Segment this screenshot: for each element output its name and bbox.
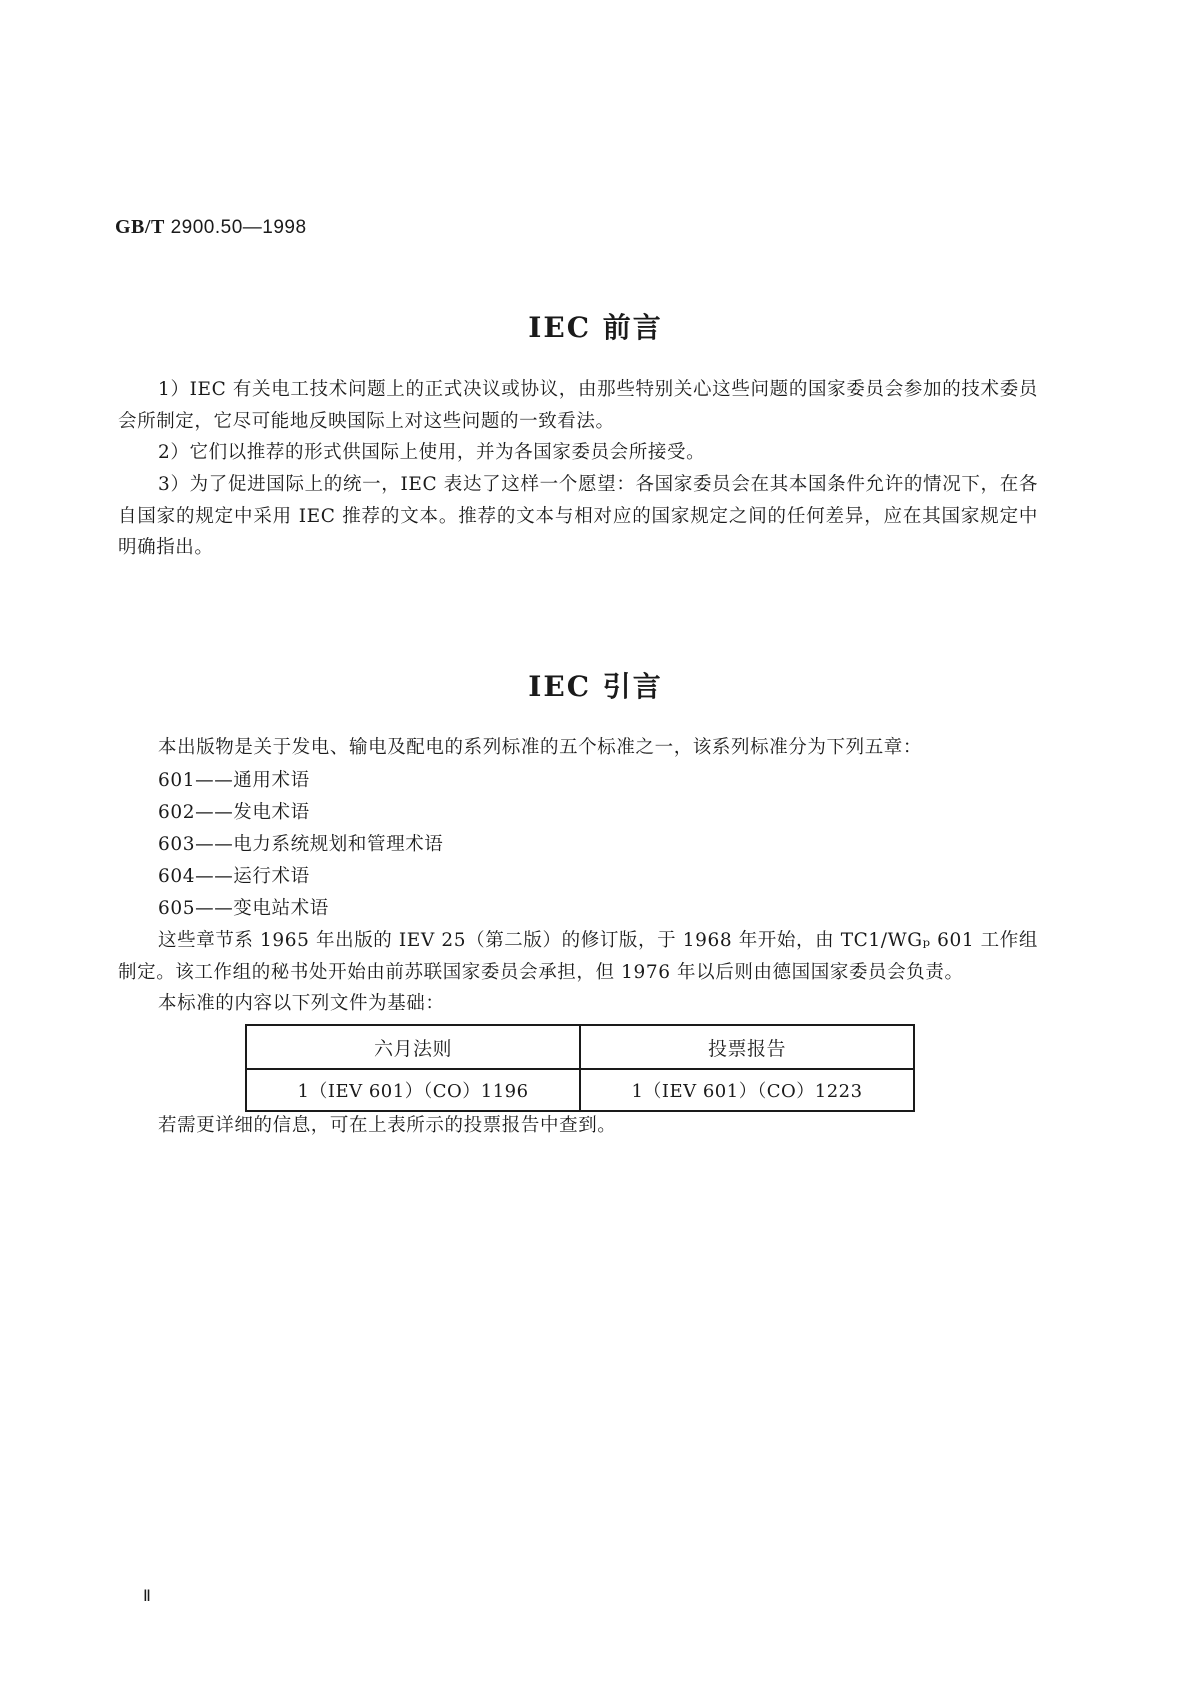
chapter-item: 602——发电术语 (158, 802, 310, 823)
chapter-item: 604——运行术语 (158, 866, 310, 887)
introduction-history (118, 925, 1038, 988)
introduction-basis: 本标准的内容以下列文件为基础： (158, 993, 445, 1014)
introduction-closing: 若需更详细的信息，可在上表所示的投票报告中查到。 (158, 1115, 617, 1136)
table-header-row (246, 1025, 914, 1069)
foreword-paragraph-1-text: 1）IEC 有关电工技术问题上的正式决议或协议，由那些特别关心这些问题的国家委员会参加的技术委员会所制定，它尽可能地反映国际上对这些问题的一致看法。 (118, 379, 1038, 432)
standard-code (115, 216, 307, 239)
chapter-item: 605——变电站术语 (158, 898, 329, 919)
standard-prefix: GB/T (115, 216, 165, 238)
chapter-item: 601——通用术语 (158, 770, 310, 791)
table-header-cell: 投票报告 (580, 1025, 914, 1069)
table-cell: 1（IEV 601）（CO）1196 (246, 1069, 580, 1111)
introduction-lead: 本出版物是关于发电、输电及配电的系列标准的五个标准之一，该系列标准分为下列五章： (158, 737, 923, 758)
table-header-cell: 六月法则 (246, 1025, 580, 1069)
foreword-paragraph-1 (118, 374, 1038, 437)
foreword-title: IEC 前言 (528, 311, 663, 344)
document-basis-table (245, 1024, 915, 1112)
chapter-item: 603——电力系统规划和管理术语 (158, 834, 444, 855)
page-number: Ⅱ (143, 1588, 151, 1605)
introduction-history-text: 这些章节系 1965 年出版的 IEV 25（第二版）的修订版，于 1968 年开始，由 TC1/WGₚ 601 工作组制定。该工作组的秘书处开始由前苏联国家委员会承担，但 1976 年以后则由德国国家委员会负责。 (118, 930, 1038, 983)
standard-number: 2900.50—1998 (170, 217, 307, 238)
foreword-paragraph-3-text: 3）为了促进国际上的统一，IEC 表达了这样一个愿望：各国家委员会在其本国条件允许的情况下，在各自国家的规定中采用 IEC 推荐的文本。推荐的文本与相对应的国家规定之间的任何差异，应在其国家规定中明确指出。 (118, 474, 1038, 558)
table-row (246, 1069, 914, 1111)
foreword-paragraph-2-text: 2）它们以推荐的形式供国际上使用，并为各国家委员会所接受。 (158, 442, 706, 463)
introduction-title: IEC 引言 (528, 670, 663, 703)
foreword-paragraph-2 (118, 437, 1038, 469)
table-cell: 1（IEV 601）（CO）1223 (580, 1069, 914, 1111)
foreword-paragraph-3 (118, 469, 1038, 564)
